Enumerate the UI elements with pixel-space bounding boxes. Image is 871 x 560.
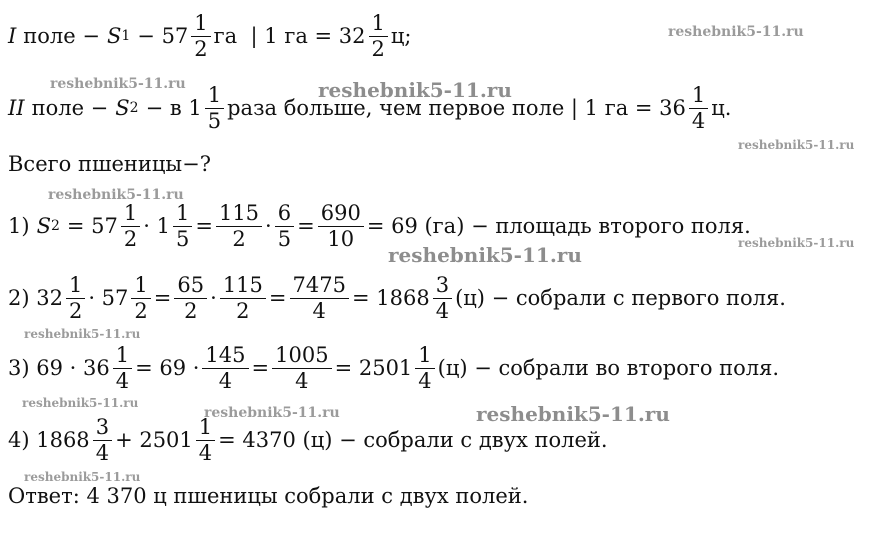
step-2 [8,268,786,328]
variable-s: S [115,96,130,120]
step-number: 1) [8,214,30,238]
fraction: $\frac{7475}{4}$ [290,274,349,321]
watermark: reshebnik5-11.ru [22,396,139,410]
text: поле − [23,24,100,48]
text: га | 1 га = 32 [213,24,366,48]
watermark: reshebnik5-11.ru [668,24,804,40]
text: = [195,214,213,238]
variable-s: S [36,214,51,238]
text: поле − [31,96,109,120]
text: = 69 · [135,356,200,380]
text: = [297,214,315,238]
field-numeral: I [8,24,17,48]
text: = [153,286,172,310]
fraction: $\frac{1}{2}$ [66,274,85,321]
text: раза больше, чем первое поле | 1 га = 36 [227,96,686,120]
fraction: $\frac{115}{2}$ [220,274,266,321]
subscript: 2 [129,100,139,116]
watermark: reshebnik5-11.ru [50,76,186,92]
fraction: $\frac{115}{2}$ [216,202,262,249]
text: ц. [711,96,732,120]
variable-s: S [106,24,122,48]
watermark: reshebnik5-11.ru [204,405,340,421]
fraction: $\frac{1}{4}$ [113,344,132,391]
fraction: $\frac{1}{4}$ [689,84,708,131]
text: = 2501 [334,356,413,380]
fraction: $\frac{6}{5}$ [275,202,294,249]
text: 3) 69 · 36 [8,356,110,380]
watermark: reshebnik5-11.ru [476,402,670,426]
question-line: Всего пшеницы−? [8,152,211,176]
text: 2) 32 [8,286,63,310]
watermark: reshebnik5-11.ru [24,327,141,341]
text: = 69 (га) − площадь второго поля. [366,214,751,238]
text: + 2501 [115,428,193,452]
fraction: $\frac{1}{5}$ [205,84,224,131]
step-3 [8,338,779,398]
text: = [251,356,270,380]
watermark: reshebnik5-11.ru [24,470,141,484]
step-1 [8,196,751,256]
text: − в 1 [145,96,202,120]
condition-line-1 [8,6,412,66]
text: (ц) − собрали с первого поля. [455,286,786,310]
text: = [268,286,287,310]
text: · 1 [143,214,170,238]
text: = 57 [66,214,118,238]
text: ц; [390,24,412,48]
fraction: $\frac{1}{2}$ [121,202,140,249]
text: 4) 1868 [8,428,90,452]
fraction: $\frac{3}{4}$ [93,416,112,463]
text: · [265,214,272,238]
fraction: $\frac{1}{5}$ [173,202,192,249]
fraction: $\frac{1005}{4}$ [272,344,331,391]
fraction: $\frac{1}{2}$ [191,12,210,59]
fraction: $\frac{65}{2}$ [174,274,207,321]
text: − 57 [137,24,189,48]
fraction: $\frac{1}{2}$ [131,274,150,321]
watermark: reshebnik5-11.ru [738,138,855,152]
watermark: reshebnik5-11.ru [318,78,512,102]
text: = 4370 (ц) − собрали с двух полей. [218,428,608,452]
fraction: $\frac{145}{4}$ [202,344,248,391]
fraction: $\frac{690}{10}$ [318,202,364,249]
watermark: reshebnik5-11.ru [738,236,855,250]
fraction: $\frac{1}{4}$ [415,344,434,391]
field-numeral: II [8,96,25,120]
fraction: $\frac{1}{2}$ [369,12,388,59]
watermark: reshebnik5-11.ru [388,243,582,267]
text: = 1868 [351,286,430,310]
fraction: $\frac{3}{4}$ [433,274,452,321]
answer-line: Ответ: 4 370 ц пшеницы собрали с двух полей. [8,484,529,508]
text: · [210,286,217,310]
subscript: 2 [50,218,60,234]
subscript: 1 [121,28,131,44]
watermark: reshebnik5-11.ru [48,187,184,203]
text: (ц) − собрали во второго поля. [437,356,780,380]
text: · 57 [88,286,129,310]
fraction: $\frac{1}{4}$ [196,416,215,463]
